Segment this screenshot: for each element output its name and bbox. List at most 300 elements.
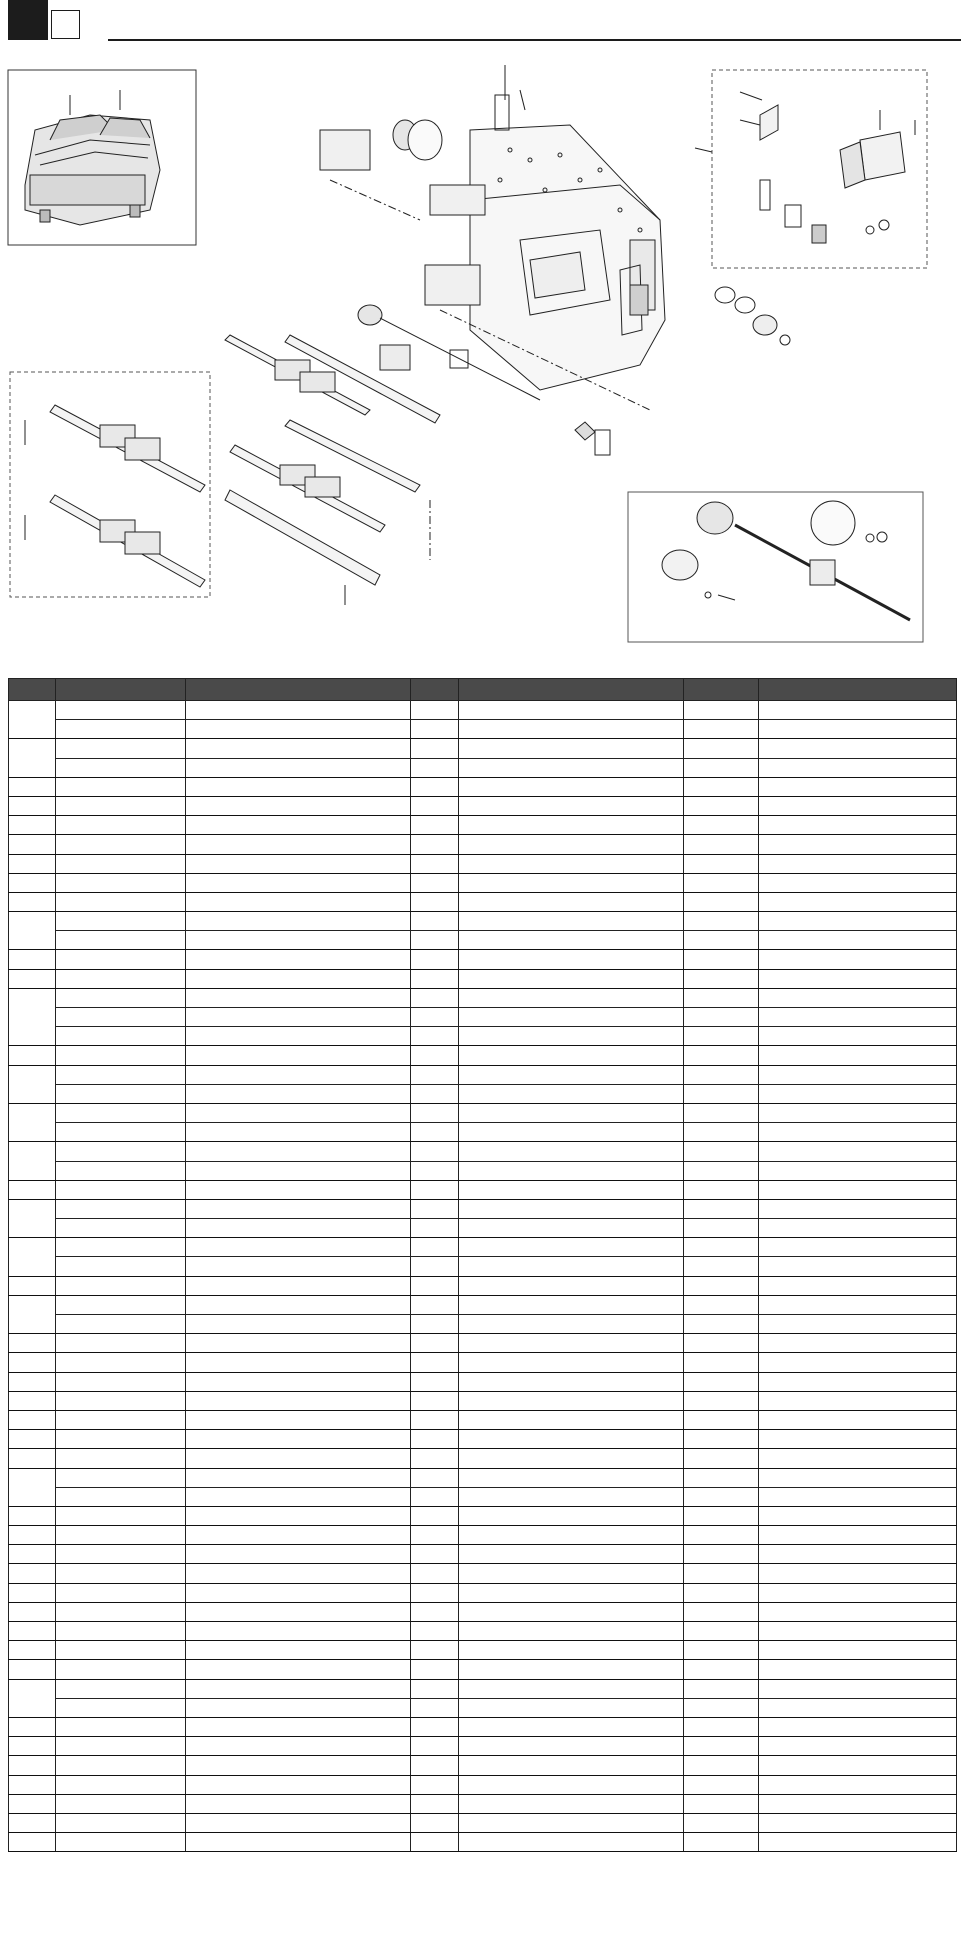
table-row (9, 1622, 957, 1641)
table-cell (459, 1737, 684, 1756)
ref-no-cell (9, 1717, 56, 1736)
table-row (9, 1660, 957, 1679)
table-cell (411, 816, 459, 835)
table-cell (684, 969, 759, 988)
header-rule (108, 39, 961, 41)
table-cell (759, 1775, 957, 1794)
table-row (9, 1315, 957, 1334)
table-cell (759, 1391, 957, 1410)
table-cell (56, 1583, 186, 1602)
table-cell (56, 1775, 186, 1794)
table-cell (684, 1622, 759, 1641)
table-cell (411, 1737, 459, 1756)
table-cell (186, 1679, 411, 1698)
table-cell (56, 835, 186, 854)
ref-no-cell (9, 969, 56, 988)
table-cell (684, 835, 759, 854)
col-header-description (459, 679, 684, 701)
table-cell (684, 739, 759, 758)
table-cell (411, 1123, 459, 1142)
table-cell (759, 1698, 957, 1717)
table-cell (459, 931, 684, 950)
table-cell (186, 892, 411, 911)
table-cell (459, 1622, 684, 1641)
table-cell (684, 1142, 759, 1161)
ref-no-cell (9, 912, 56, 950)
table-cell (186, 1334, 411, 1353)
table-cell (759, 912, 957, 931)
table-row (9, 1545, 957, 1564)
table-cell (459, 1506, 684, 1525)
table-cell (684, 988, 759, 1007)
table-cell (759, 931, 957, 950)
table-cell (684, 1027, 759, 1046)
table-cell (684, 1506, 759, 1525)
table-row (9, 950, 957, 969)
ref-no-cell (9, 1641, 56, 1660)
table-cell (684, 1602, 759, 1621)
table-cell (411, 1698, 459, 1717)
ref-no-cell (9, 1794, 56, 1813)
table-row (9, 854, 957, 873)
ref-no-cell (9, 1353, 56, 1372)
table-cell (459, 796, 684, 815)
table-row (9, 816, 957, 835)
table-cell (56, 1123, 186, 1142)
table-cell (411, 835, 459, 854)
table-cell (411, 1027, 459, 1046)
table-cell (186, 1295, 411, 1314)
table-cell (411, 1295, 459, 1314)
table-row (9, 1219, 957, 1238)
table-cell (684, 1756, 759, 1775)
table-cell (56, 1833, 186, 1852)
table-cell (459, 1180, 684, 1199)
table-cell (411, 701, 459, 720)
table-row (9, 1046, 957, 1065)
table-cell (684, 1065, 759, 1084)
table-cell (56, 1008, 186, 1027)
table-row (9, 1526, 957, 1545)
table-cell (411, 892, 459, 911)
table-cell (459, 873, 684, 892)
ref-no-cell (9, 1046, 56, 1065)
table-cell (186, 1027, 411, 1046)
table-cell (459, 1334, 684, 1353)
table-cell (56, 892, 186, 911)
table-cell (411, 1142, 459, 1161)
table-cell (459, 1123, 684, 1142)
table-cell (759, 1430, 957, 1449)
table-cell (459, 1564, 684, 1583)
ref-no-cell (9, 1660, 56, 1679)
ref-no-cell (9, 1103, 56, 1141)
table-cell (759, 1219, 957, 1238)
table-cell (186, 1008, 411, 1027)
col-header-qty (411, 679, 459, 701)
table-cell (684, 1794, 759, 1813)
col-header-part-no (56, 679, 186, 701)
exploded-parts-diagram (0, 60, 961, 660)
table-row (9, 1737, 957, 1756)
table-cell (684, 758, 759, 777)
table-cell (56, 1526, 186, 1545)
table-cell (759, 988, 957, 1007)
table-cell (186, 1660, 411, 1679)
table-cell (759, 1794, 957, 1813)
table-cell (411, 1410, 459, 1429)
table-cell (56, 1545, 186, 1564)
ref-no-cell (9, 950, 56, 969)
table-row (9, 1008, 957, 1027)
table-cell (411, 969, 459, 988)
table-cell (684, 1430, 759, 1449)
table-row (9, 1276, 957, 1295)
table-row (9, 988, 957, 1007)
table-cell (411, 1717, 459, 1736)
table-cell (759, 1602, 957, 1621)
table-cell (56, 931, 186, 950)
table-cell (684, 1180, 759, 1199)
table-cell (684, 1315, 759, 1334)
table-cell (759, 1737, 957, 1756)
table-row (9, 1468, 957, 1487)
table-cell (186, 1622, 411, 1641)
table-cell (411, 739, 459, 758)
table-cell (684, 1813, 759, 1832)
table-cell (56, 1813, 186, 1832)
table-cell (684, 1679, 759, 1698)
table-cell (411, 1430, 459, 1449)
table-cell (759, 1295, 957, 1314)
table-cell (186, 1506, 411, 1525)
table-cell (459, 1833, 684, 1852)
table-cell (56, 1506, 186, 1525)
table-cell (186, 1199, 411, 1218)
table-cell (459, 1410, 684, 1429)
table-cell (411, 1084, 459, 1103)
table-row (9, 1410, 957, 1429)
table-cell (459, 1756, 684, 1775)
table-cell (56, 739, 186, 758)
table-cell (186, 1449, 411, 1468)
table-cell (56, 1238, 186, 1257)
table-cell (759, 1410, 957, 1429)
table-cell (186, 1487, 411, 1506)
table-row (9, 1065, 957, 1084)
table-cell (186, 701, 411, 720)
table-cell (459, 1372, 684, 1391)
table-cell (459, 969, 684, 988)
table-cell (759, 1161, 957, 1180)
ref-no-cell (9, 892, 56, 911)
bracket-detail-inset (695, 70, 927, 268)
table-cell (459, 1257, 684, 1276)
table-cell (759, 1008, 957, 1027)
table-cell (56, 1449, 186, 1468)
table-cell (411, 1641, 459, 1660)
table-cell (56, 1564, 186, 1583)
table-cell (759, 1103, 957, 1122)
ref-no-cell (9, 1372, 56, 1391)
table-cell (759, 892, 957, 911)
table-cell (684, 1391, 759, 1410)
table-cell (411, 1602, 459, 1621)
table-cell (759, 1257, 957, 1276)
table-cell (56, 758, 186, 777)
table-cell (186, 720, 411, 739)
table-cell (186, 1123, 411, 1142)
table-cell (411, 1775, 459, 1794)
table-cell (186, 777, 411, 796)
table-cell (411, 1487, 459, 1506)
table-cell (56, 1353, 186, 1372)
table-row (9, 892, 957, 911)
table-cell (186, 1257, 411, 1276)
table-cell (759, 835, 957, 854)
table-cell (56, 1602, 186, 1621)
table-cell (459, 1065, 684, 1084)
table-cell (759, 701, 957, 720)
table-cell (759, 1583, 957, 1602)
table-cell (759, 1545, 957, 1564)
ref-no-cell (9, 1295, 56, 1333)
table-cell (459, 1046, 684, 1065)
table-cell (459, 1219, 684, 1238)
table-cell (759, 739, 957, 758)
table-cell (459, 720, 684, 739)
ref-no-cell (9, 1276, 56, 1295)
table-cell (759, 1506, 957, 1525)
table-cell (186, 1737, 411, 1756)
ref-no-cell (9, 816, 56, 835)
table-cell (759, 1833, 957, 1852)
table-cell (759, 1660, 957, 1679)
table-cell (684, 1257, 759, 1276)
table-row (9, 1334, 957, 1353)
table-cell (684, 1775, 759, 1794)
table-cell (186, 1641, 411, 1660)
table-cell (411, 1583, 459, 1602)
table-row (9, 1449, 957, 1468)
table-cell (459, 1161, 684, 1180)
table-row (9, 720, 957, 739)
table-cell (186, 1180, 411, 1199)
table-cell (56, 1103, 186, 1122)
table-cell (759, 1641, 957, 1660)
table-cell (56, 1161, 186, 1180)
ref-no-cell (9, 1813, 56, 1832)
table-cell (411, 1622, 459, 1641)
table-header-row (9, 679, 957, 701)
table-cell (759, 873, 957, 892)
table-cell (411, 1065, 459, 1084)
table-row (9, 969, 957, 988)
table-row (9, 1487, 957, 1506)
table-cell (56, 1756, 186, 1775)
table-cell (684, 1717, 759, 1736)
table-row (9, 1027, 957, 1046)
table-cell (186, 1219, 411, 1238)
table-cell (684, 701, 759, 720)
parts-list-table (8, 678, 957, 1852)
table-cell (759, 1334, 957, 1353)
table-cell (411, 777, 459, 796)
table-cell (411, 1046, 459, 1065)
table-cell (459, 1660, 684, 1679)
table-cell (759, 969, 957, 988)
table-cell (759, 1717, 957, 1736)
table-row (9, 1583, 957, 1602)
table-cell (56, 1468, 186, 1487)
table-cell (459, 1199, 684, 1218)
table-cell (186, 1545, 411, 1564)
table-cell (684, 1468, 759, 1487)
table-cell (411, 1334, 459, 1353)
table-cell (684, 950, 759, 969)
table-cell (186, 1065, 411, 1084)
table-cell (411, 1257, 459, 1276)
table-cell (411, 796, 459, 815)
table-cell (459, 1238, 684, 1257)
table-cell (411, 1353, 459, 1372)
table-cell (759, 1353, 957, 1372)
table-cell (459, 739, 684, 758)
table-cell (684, 1008, 759, 1027)
table-cell (411, 1756, 459, 1775)
table-row (9, 912, 957, 931)
ref-no-cell (9, 1526, 56, 1545)
table-cell (684, 1526, 759, 1545)
table-cell (411, 1660, 459, 1679)
table-cell (459, 1526, 684, 1545)
table-row (9, 1372, 957, 1391)
table-cell (186, 835, 411, 854)
table-cell (459, 1813, 684, 1832)
table-cell (186, 1353, 411, 1372)
table-cell (759, 950, 957, 969)
table-cell (56, 701, 186, 720)
table-cell (411, 758, 459, 777)
table-cell (759, 1564, 957, 1583)
table-cell (759, 1142, 957, 1161)
col-header-serial (684, 679, 759, 701)
table-cell (459, 1698, 684, 1717)
table-row (9, 1679, 957, 1698)
table-cell (759, 1813, 957, 1832)
table-cell (459, 835, 684, 854)
ref-no-cell (9, 1238, 56, 1276)
table-cell (459, 1353, 684, 1372)
table-row (9, 1257, 957, 1276)
table-cell (56, 1641, 186, 1660)
table-cell (186, 1372, 411, 1391)
table-row (9, 873, 957, 892)
table-cell (684, 720, 759, 739)
table-cell (56, 950, 186, 969)
table-cell (411, 1506, 459, 1525)
table-cell (459, 1027, 684, 1046)
ref-no-cell (9, 873, 56, 892)
table-cell (186, 912, 411, 931)
table-cell (56, 1737, 186, 1756)
table-cell (411, 854, 459, 873)
table-cell (56, 1219, 186, 1238)
table-cell (186, 969, 411, 988)
ref-no-cell (9, 701, 56, 739)
table-cell (186, 873, 411, 892)
table-cell (56, 873, 186, 892)
col-header-ref-no (9, 679, 56, 701)
ref-no-cell (9, 1756, 56, 1775)
table-cell (186, 1276, 411, 1295)
table-cell (56, 1142, 186, 1161)
table-row (9, 1833, 957, 1852)
table-cell (56, 1372, 186, 1391)
table-row (9, 1123, 957, 1142)
table-cell (411, 1372, 459, 1391)
ref-no-cell (9, 854, 56, 873)
table-cell (411, 1180, 459, 1199)
ref-no-cell (9, 1545, 56, 1564)
section-number-box (8, 0, 48, 40)
table-cell (684, 1545, 759, 1564)
table-row (9, 1142, 957, 1161)
table-cell (684, 1698, 759, 1717)
table-cell (56, 1430, 186, 1449)
table-cell (56, 1276, 186, 1295)
table-cell (56, 777, 186, 796)
ref-no-cell (9, 1506, 56, 1525)
table-cell (186, 1775, 411, 1794)
table-cell (684, 1737, 759, 1756)
table-cell (186, 796, 411, 815)
table-cell (186, 1084, 411, 1103)
table-cell (459, 1391, 684, 1410)
table-cell (459, 1794, 684, 1813)
ref-no-cell (9, 1583, 56, 1602)
table-row (9, 1180, 957, 1199)
ref-no-cell (9, 988, 56, 1046)
table-cell (186, 1583, 411, 1602)
table-cell (186, 1526, 411, 1545)
table-cell (186, 1046, 411, 1065)
table-cell (56, 1027, 186, 1046)
table-cell (186, 1238, 411, 1257)
table-cell (411, 1238, 459, 1257)
table-cell (759, 1084, 957, 1103)
table-cell (459, 1583, 684, 1602)
table-cell (759, 1180, 957, 1199)
table-cell (186, 1430, 411, 1449)
table-cell (459, 1430, 684, 1449)
table-cell (684, 1449, 759, 1468)
table-row (9, 931, 957, 950)
table-cell (186, 816, 411, 835)
table-cell (684, 1123, 759, 1142)
col-header-remarks (759, 679, 957, 701)
table-cell (459, 1103, 684, 1122)
table-cell (459, 1775, 684, 1794)
table-row (9, 739, 957, 758)
table-cell (459, 988, 684, 1007)
table-row (9, 1353, 957, 1372)
table-cell (186, 988, 411, 1007)
table-cell (56, 720, 186, 739)
table-row (9, 835, 957, 854)
table-row (9, 1641, 957, 1660)
table-cell (759, 1487, 957, 1506)
